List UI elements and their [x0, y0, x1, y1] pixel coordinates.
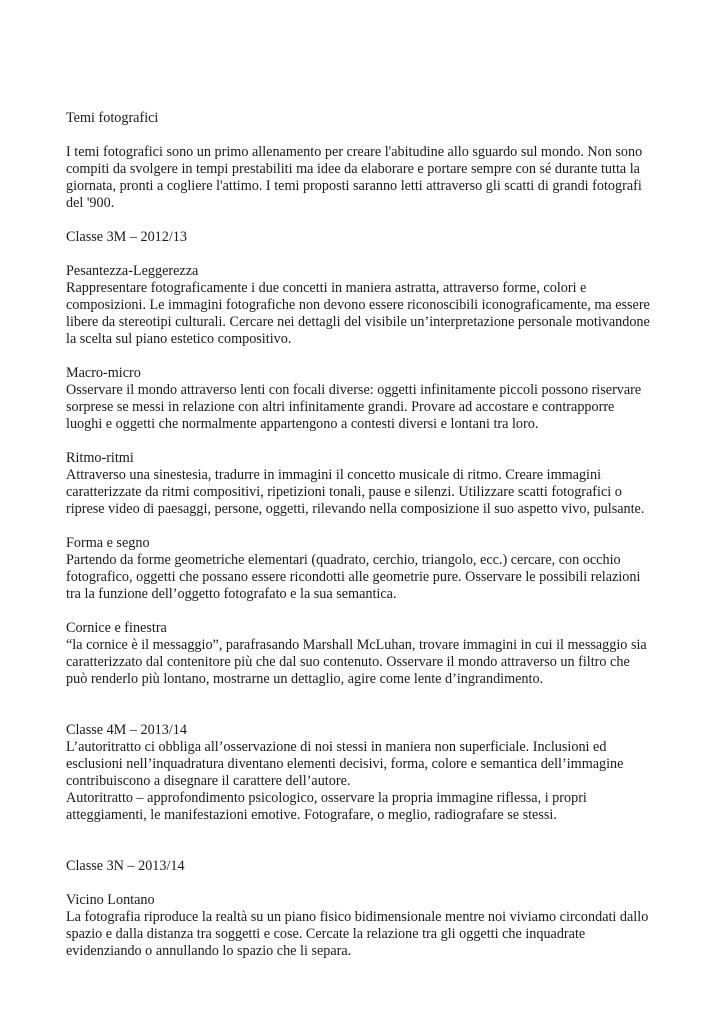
theme-ritmo-ritmi: [66, 450, 676, 518]
theme-forma-e-segno: [66, 535, 676, 603]
theme-title: Vicino Lontano: [66, 892, 155, 908]
text-line: del '900.: [66, 195, 115, 211]
text-line: Rappresentare fotograficamente i due concetti in maniera astratta, attraverso forme, colori e: [66, 280, 587, 296]
text-line: caratterizzato dal contenitore più che dal suo contenuto. Osservare il mondo attraverso un filtro che: [66, 654, 630, 670]
text-line: L’autoritratto ci obbliga all’osservazione di noi stessi in maniera non superficiale. Inclusioni ed: [66, 739, 607, 755]
text-line: contribuiscono a disegnare il carattere dell’autore.: [66, 773, 351, 789]
theme-cornice-e-finestra: [66, 620, 676, 688]
theme-title: Pesantezza-Leggerezza: [66, 263, 199, 279]
class-4m-heading: Classe 4M – 2013/14: [66, 722, 187, 738]
theme-title: Ritmo-ritmi: [66, 450, 134, 466]
class-3n-heading: Classe 3N – 2013/14: [66, 858, 185, 874]
text-line: Osservare il mondo attraverso lenti con focali diverse: oggetti infinitamente piccoli possono riservare: [66, 382, 642, 398]
theme-vicino-lontano: [66, 892, 676, 960]
text-line: esclusioni nell’inquadratura diventano elementi decisivi, forma, colore e semantica dell’immagine: [66, 756, 624, 772]
document-title: Temi fotografici: [66, 110, 159, 126]
theme-title: Forma e segno: [66, 535, 150, 551]
text-line: composizioni. Le immagini fotografiche non devono essere riconoscibili iconograficamente, ma essere: [66, 297, 650, 313]
text-line: sorprese se messi in relazione con altri infinitamente grandi. Provare ad accostare e contrapporre: [66, 399, 615, 415]
text-line: la scelta sul piano estetico compositivo.: [66, 331, 292, 347]
text-line: spazio e dalla distanza tra soggetti e cose. Cercate la relazione tra gli oggetti che inquadrate: [66, 926, 586, 942]
theme-title: Cornice e finestra: [66, 620, 167, 636]
text-line: fotografico, oggetti che possano essere ricondotti alle geometrie pure. Osservare le possibili relazioni: [66, 569, 641, 585]
text-line: Autoritratto – approfondimento psicologico, osservare la propria immagine riflessa, i propri: [66, 790, 587, 806]
text-line: tra la funzione dell’oggetto fotografato e la sua semantica.: [66, 586, 397, 602]
intro-paragraph: [66, 144, 676, 212]
text-line: La fotografia riproduce la realtà su un piano fisico bidimensionale mentre noi viviamo circondati dallo: [66, 909, 649, 925]
text-line: I temi fotografici sono un primo allenamento per creare l'abitudine allo sguardo sul mondo. Non sono: [66, 144, 643, 160]
text-line: atteggiamenti, le manifestazioni emotive. Fotografare, o meglio, radiografare se stessi.: [66, 807, 557, 823]
theme-macro-micro: [66, 365, 676, 433]
text-line: giornata, pronti a cogliere l'attimo. I temi proposti saranno letti attraverso gli scatti di grandi fotografi: [66, 178, 642, 194]
theme-title: Macro-micro: [66, 365, 141, 381]
text-line: libere da stereotipi culturali. Cercare nei dettagli del visibile un’interpretazione personale motivandone: [66, 314, 650, 330]
text-line: luoghi e oggetti che normalmente appartengono a contesti diversi e lontani tra loro.: [66, 416, 539, 432]
text-line: caratterizzate da ritmi compositivi, ripetizioni tonali, pause e silenzi. Utilizzare scatti fotografici o: [66, 484, 622, 500]
text-line: compiti da svolgere in tempi prestabiliti ma idee da elaborare e portare sempre con sé durante tutta la: [66, 161, 640, 177]
theme-pesantezza-leggerezza: [66, 263, 676, 348]
text-line: Partendo da forme geometriche elementari (quadrato, cerchio, triangolo, ecc.) cercare, con occhio: [66, 552, 621, 568]
class-4m-section: [66, 722, 676, 824]
text-line: Attraverso una sinestesia, tradurre in immagini il concetto musicale di ritmo. Creare immagini: [66, 467, 602, 483]
text-line: riprese video di paesaggi, persone, oggetti, rilevando nella composizione il suo aspetto vivo, pulsante.: [66, 501, 645, 517]
text-line: “la cornice è il messaggio”, parafrasando Marshall McLuhan, trovare immagini in cui il messaggio sia: [66, 637, 647, 653]
document-page: [66, 110, 676, 960]
class-3m-heading: Classe 3M – 2012/13: [66, 229, 187, 245]
text-line: evidenziando o annullando lo spazio che li separa.: [66, 943, 352, 959]
text-line: può renderlo più lontano, mostrarne un dettaglio, agire come lente d’ingrandimento.: [66, 671, 544, 687]
